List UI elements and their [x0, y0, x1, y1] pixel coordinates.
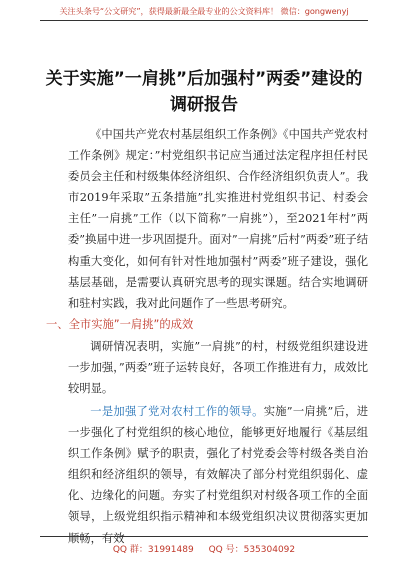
document-title	[40, 66, 368, 118]
intro-paragraph	[68, 124, 368, 314]
title-line-2: 调研报告	[170, 95, 238, 115]
header-divider	[40, 20, 368, 21]
section-heading-1: 一、全市实施”一肩挑”的成效	[46, 318, 194, 331]
point1-paragraph	[68, 401, 368, 549]
point1-paragraph-text: 实施”一肩挑”后，进一步强化了村党组织的核心地位，能够更好地履行《基层组织工作条例》赋予的职责，强化了村党委会等村级各类自治组织和经济组织的领导，有效解决了部分村党组织弱化、虚化、边缘化的问题。夯实了村党组织对村级各项工作的全面领导，上级党组织指示精神和本级党组织决议贯彻落实更加顺畅，有效	[68, 405, 368, 545]
footer-divider	[40, 536, 368, 537]
section1-paragraph-text: 调研情况表明，实施”一肩挑”的村，村级党组织建设进一步加强，”两委”班子运转良好，各项工作推进有力，成效比较明显。	[68, 340, 368, 396]
page-header-notice: 关注头条号“公文研究”，获得最新最全最专业的公文资料库！ 微信：gongwenyj	[59, 6, 349, 16]
point1-highlight: 一是加强了党对农村工作的领导。	[90, 405, 264, 418]
page-footer	[40, 542, 368, 555]
footer-qq-number: QQ 号：535304092	[208, 545, 296, 555]
section1-paragraph	[68, 336, 368, 399]
intro-paragraph-text: 《中国共产党农村基层组织工作条例》《中国共产党农村工作条例》规定：”村党组织书记应当通过法定程序担任村民委员会主任和村级集体经济组织、合作经济组织负责人”。我市2019年采取”五条措施”扎实推进村党组织书记、村委会主任”一肩挑”工作（以下简称”一肩挑”），至2021年村”两委”换届中进一步巩固提升。面对”一肩挑”后村”两委”班子结构重大变化，如何有针对性地加强村”两委”班子建设，强化基层基础，是需要认真研究思考的现实课题。结合实地调研和驻村实践，我对此问题作了一些思考研究。	[68, 128, 369, 310]
title-line-1: 关于实施”一肩挑”后加强村”两委”建设的	[45, 69, 363, 89]
footer-qq-group: QQ 群：31991489	[112, 545, 194, 555]
